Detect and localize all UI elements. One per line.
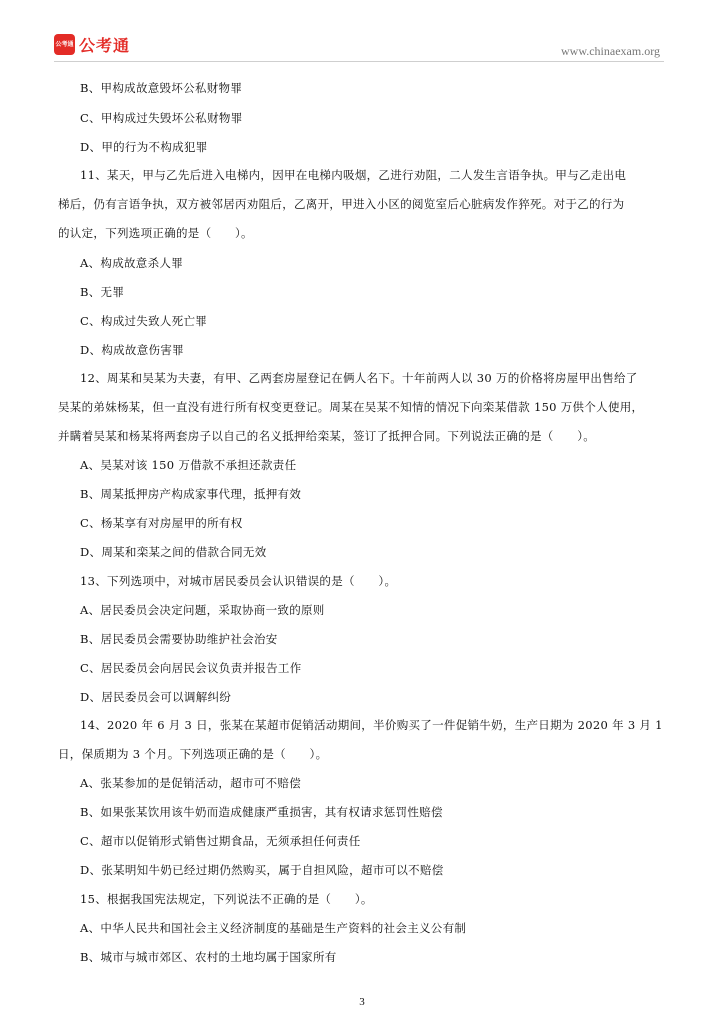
question-14-option-a: A、张某参加的是促销活动，超市可不赔偿 — [80, 776, 302, 790]
question-10-option-b: B、甲构成故意毁坏公私财物罪 — [80, 81, 243, 95]
question-15-option-a: A、中华人民共和国社会主义经济制度的基础是生产资料的社会主义公有制 — [80, 921, 467, 935]
question-12-stem-line-2: 吴某的弟妹杨某，但一直没有进行所有权变更登记。周某在吴某不知情的情况下向栾某借款 150 万供个人使用， — [58, 400, 644, 414]
site-url[interactable]: www.chinaexam.org — [561, 44, 660, 58]
question-11-option-b: B、无罪 — [80, 285, 125, 299]
question-14-stem-line-1: 14、2020 年 6 月 3 日，张某在某超市促销活动期间，半价购买了一件促销牛奶，生产日期为 2020 年 3 月 1 — [80, 718, 663, 732]
logo-badge-icon: 公考通 — [54, 34, 75, 55]
question-15-option-b: B、城市与城市郊区、农村的土地均属于国家所有 — [80, 950, 337, 964]
question-13-option-b: B、居民委员会需要协助维护社会治安 — [80, 632, 278, 646]
question-13-option-c: C、居民委员会向居民会议负责并报告工作 — [80, 661, 302, 675]
page-header — [0, 0, 724, 64]
question-12-stem-line-1: 12、周某和吴某为夫妻，有甲、乙两套房屋登记在俩人名下。十年前两人以 30 万的价格将房屋甲出售给了 — [80, 371, 638, 385]
question-14-option-b: B、如果张某饮用该牛奶而造成健康严重损害，其有权请求惩罚性赔偿 — [80, 805, 443, 819]
question-12-option-a: A、吴某对该 150 万借款不承担还款责任 — [80, 458, 297, 472]
question-12-option-b: B、周某抵押房产构成家事代理，抵押有效 — [80, 487, 302, 501]
question-13-option-a: A、居民委员会决定问题，采取协商一致的原则 — [80, 603, 325, 617]
question-15-stem: 15、根据我国宪法规定，下列说法不正确的是（ ）。 — [80, 892, 373, 906]
question-12-option-c: C、杨某享有对房屋甲的所有权 — [80, 516, 243, 530]
question-13-stem: 13、下列选项中，对城市居民委员会认识错误的是（ ）。 — [80, 574, 397, 588]
header-divider — [54, 61, 664, 62]
question-12-stem-line-3: 并瞒着吴某和杨某将两套房子以自己的名义抵押给栾某，签订了抵押合同。下列说法正确的是（ ）。 — [58, 429, 596, 443]
question-14-option-d: D、张某明知牛奶已经过期仍然购买，属于自担风险，超市可以不赔偿 — [80, 863, 444, 877]
question-13-option-d: D、居民委员会可以调解纠纷 — [80, 690, 232, 704]
question-14-option-c: C、超市以促销形式销售过期食品，无须承担任何责任 — [80, 834, 361, 848]
question-10-option-c: C、甲构成过失毁坏公私财物罪 — [80, 111, 243, 125]
question-12-option-d: D、周某和栾某之间的借款合同无效 — [80, 545, 267, 559]
question-11-stem-line-1: 11、某天，甲与乙先后进入电梯内，因甲在电梯内吸烟，乙进行劝阻，二人发生言语争执。甲与乙走出电 — [80, 168, 627, 182]
question-11-option-d: D、构成故意伤害罪 — [80, 343, 184, 357]
logo-text: 公考通 — [79, 36, 131, 55]
page-number: 3 — [359, 996, 365, 1008]
question-11-stem-line-3: 的认定，下列选项正确的是（ ）。 — [58, 226, 253, 240]
question-11-stem-line-2: 梯后，仍有言语争执，双方被邻居丙劝阻后，乙离开，甲进入小区的阅览室后心脏病发作猝死。对于乙的行为 — [58, 197, 625, 211]
question-11-option-c: C、构成过失致人死亡罪 — [80, 314, 208, 328]
question-11-option-a: A、构成故意杀人罪 — [80, 256, 184, 270]
question-10-option-d: D、甲的行为不构成犯罪 — [80, 140, 208, 154]
logo[interactable] — [54, 33, 130, 56]
question-14-stem-line-2: 日，保质期为 3 个月。下列选项正确的是（ ）。 — [58, 747, 328, 761]
